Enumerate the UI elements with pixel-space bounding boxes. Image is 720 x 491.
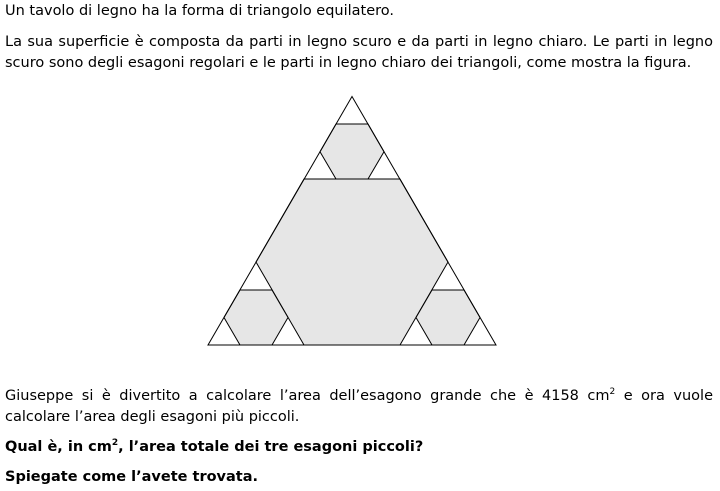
small-hexagon-top: [320, 124, 384, 179]
statement-exponent: 2: [609, 387, 616, 397]
statement-after: e ora vuole calcolare l’area degli esagoni più piccoli.: [5, 388, 713, 425]
question-after: , l’area totale dei tre esagoni piccoli?: [118, 439, 424, 455]
statement-before: Giuseppe si è divertito a calcolare l’area dell’esagono grande che è 4158 cm: [5, 388, 610, 404]
question-before: Qual è, in cm: [5, 439, 112, 455]
instruction-text: Spiegate come l’avete trovata.: [5, 469, 259, 485]
intro-text: Un tavolo di legno ha la forma di triangolo equilatero.: [5, 3, 395, 19]
description-text: La sua superficie è composta da parti in legno scuro e da parti in legno chiaro. Le parti in legno scuro sono degli esagoni regolari e le parti in legno chiaro dei triangoli, come mostra la figura.: [5, 34, 713, 71]
question-exponent: 2: [111, 438, 119, 448]
statement-text: [5, 386, 713, 428]
question-text: [5, 437, 713, 458]
